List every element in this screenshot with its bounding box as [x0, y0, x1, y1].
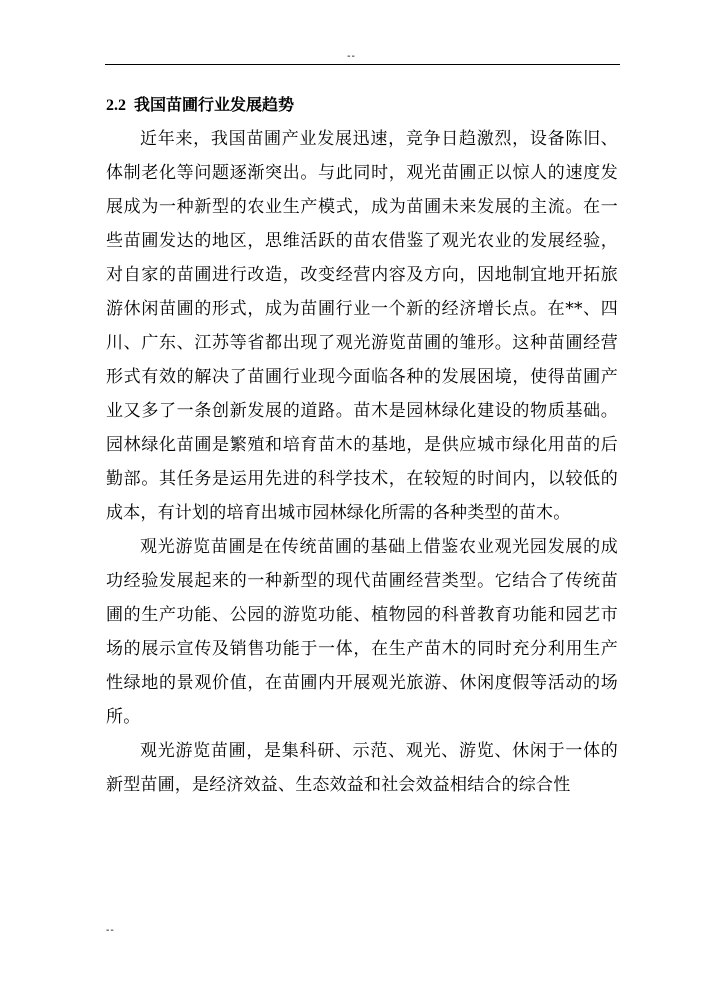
page-header-mark: -- — [347, 51, 356, 62]
section-title: 我国苗圃行业发展趋势 — [134, 95, 295, 114]
section-number: 2.2 — [106, 97, 126, 114]
section-heading — [106, 88, 618, 122]
page-footer-mark: -- — [106, 925, 115, 936]
header-divider — [105, 64, 620, 65]
paragraph-2: 观光游览苗圃是在传统苗圃的基础上借鉴农业观光园发展的成功经验发展起来的一种新型的现代苗圃经营类型。它结合了传统苗圃的生产功能、公园的游览功能、植物园的科普教育功能和园艺市场的展示宣传及销售功能于一体，在生产苗木的同时充分利用生产性绿地的景观价值，在苗圃内开展观光旅游、休闲度假等活动的场所。 — [106, 537, 618, 727]
paragraph-1: 近年来，我国苗圃产业发展迅速，竞争日趋激烈，设备陈旧、体制老化等问题逐渐突出。与此同时，观光苗圃正以惊人的速度发展成为一种新型的农业生产模式，成为苗圃未来发展的主流。在一些苗圃发达的地区，思维活跃的苗农借鉴了观光农业的发展经验，对自家的苗圃进行改造，改变经营内容及方向，因地制宜地开拓旅游休闲苗圃的形式，成为苗圃行业一个新的经济增长点。在**、四川、广东、江苏等省都出现了观光游览苗圃的雏形。这种苗圃经营形式有效的解决了苗圃行业现今面临各种的发展困境，使得苗圃产业又多了一条创新发展的道路。苗木是园林绿化建设的物质基础。园林绿化苗圃是繁殖和培育苗木的基地，是供应城市绿化用苗的后勤部。其任务是运用先进的科学技术，在较短的时间内，以较低的成本，有计划的培育出城市园林绿化所需的各种类型的苗木。 — [106, 129, 618, 523]
document-body — [106, 88, 618, 802]
paragraph-3: 观光游览苗圃，是集科研、示范、观光、游览、休闲于一体的新型苗圃，是经济效益、生态效益和社会效益相结合的综合性 — [106, 741, 618, 795]
